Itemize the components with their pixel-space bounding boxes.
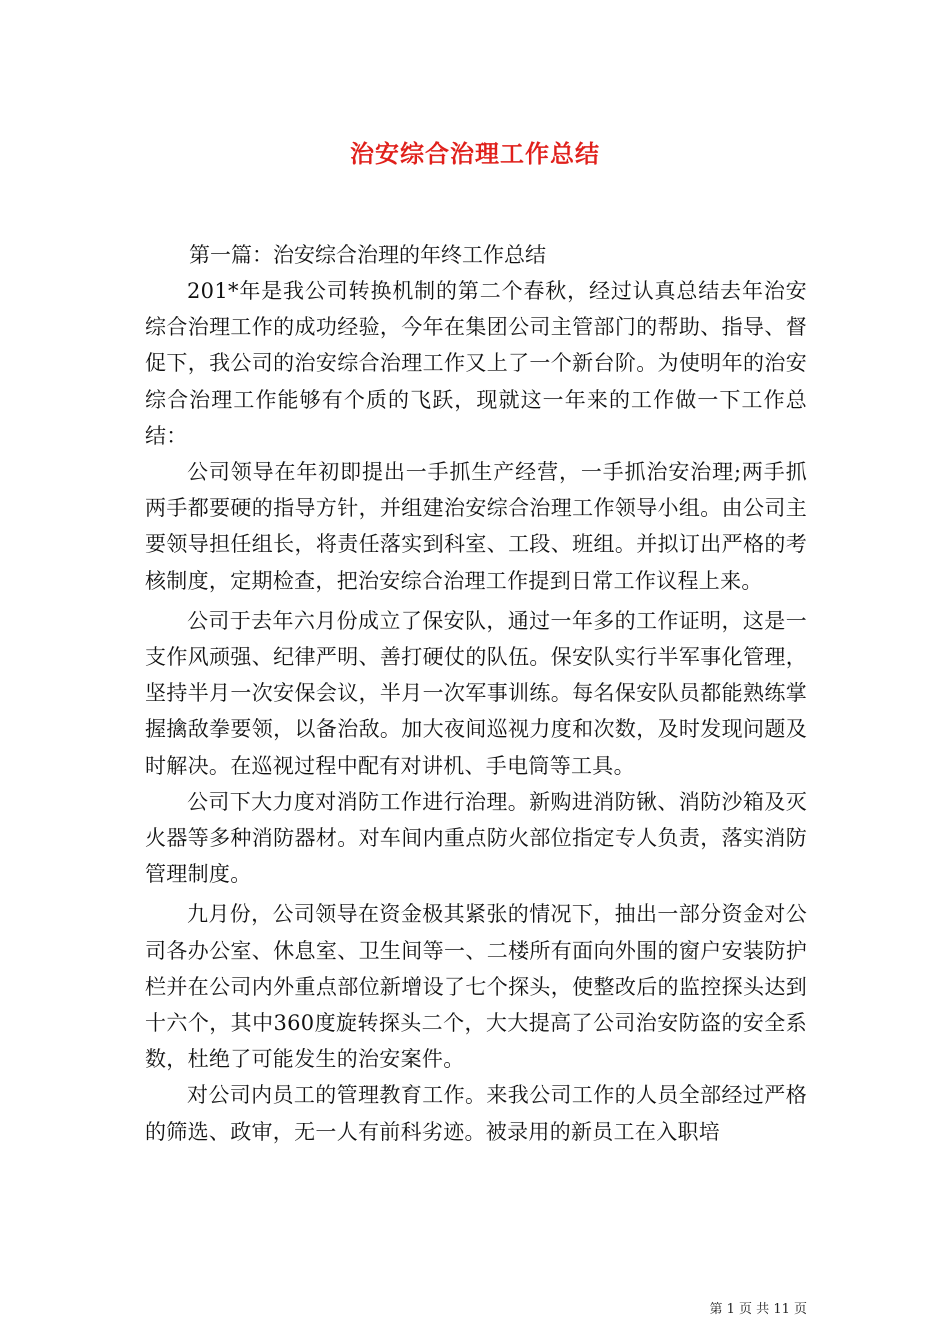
paragraph-2: 公司领导在年初即提出一手抓生产经营，一手抓治安治理;两手抓两手都要硬的指导方针，并组建治安综合治理工作领导小组。由公司主要领导担任组长，将责任落实到科室、工段、班组。并拟订出严格的考核制度，定期检查，把治安综合治理工作提到日常工作议程上来。 bbox=[145, 460, 807, 593]
document-title: 治安综合治理工作总结 bbox=[350, 139, 600, 168]
paragraph-1: 201*年是我公司转换机制的第二个春秋，经过认真总结去年治安综合治理工作的成功经验，今年在集团公司主管部门的帮助、指导、督促下，我公司的治安综合治理工作又上了一个新台阶。为使明年的治安综合治理工作能够有个质的飞跃，现就这一年来的工作做一下工作总结： bbox=[145, 279, 807, 448]
paragraph-4: 公司下大力度对消防工作进行治理。新购进消防锹、消防沙箱及灭火器等多种消防器材。对车间内重点防火部位指定专人负责，落实消防管理制度。 bbox=[145, 789, 807, 887]
paragraph-3: 公司于去年六月份成立了保安队，通过一年多的工作证明，这是一支作风顽强、纪律严明、善打硬仗的队伍。保安队实行半军事化管理，坚持半月一次安保会议，半月一次军事训练。每名保安队员都能熟练掌握擒敌拳要领，以备治敌。加大夜间巡视力度和次数，及时发现问题及时解决。在巡视过程中配有对讲机、手电筒等工具。 bbox=[145, 608, 807, 778]
paragraph-5: 九月份，公司领导在资金极其紧张的情况下，抽出一部分资金对公司各办公室、休息室、卫生间等一、二楼所有面向外围的窗户安装防护栏并在公司内外重点部位新增设了七个探头，使整改后的监控探头达到十六个，其中360度旋转探头二个，大大提高了公司治安防盗的安全系数，杜绝了可能发生的治安案件。 bbox=[145, 902, 807, 1072]
document-body bbox=[145, 237, 807, 1150]
section-heading: 第一篇：治安综合治理的年终工作总结 bbox=[189, 243, 546, 267]
page-number-footer: 第 1 页 共 11 页 bbox=[709, 1302, 807, 1317]
paragraph-6: 对公司内员工的管理教育工作。来我公司工作的人员全部经过严格的筛选、政审，无一人有前科劣迹。被录用的新员工在入职培 bbox=[145, 1083, 807, 1144]
